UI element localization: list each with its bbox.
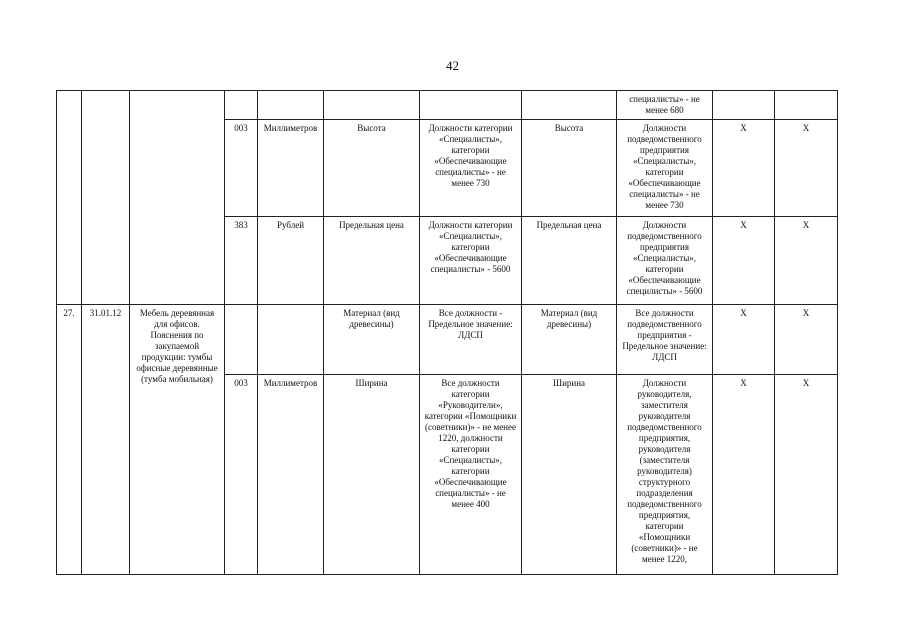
cell-characteristic: Материал (вид древесины) — [324, 305, 420, 375]
page-number: 42 — [446, 58, 459, 73]
cell-okpd — [82, 91, 130, 305]
cell-code — [225, 91, 258, 120]
table-row — [57, 91, 838, 120]
cell-characteristic — [324, 91, 420, 120]
cell-x-2: X — [775, 217, 838, 305]
cell-characteristic-2: Высота — [522, 120, 617, 217]
cell-value: Должности категории «Специалисты», категории «Обеспечивающие специалисты» - не менее 730 — [420, 120, 522, 217]
cell-characteristic: Предельная цена — [324, 217, 420, 305]
cell-unit — [258, 91, 324, 120]
cell-value-2: Должности руководителя, заместителя руководителя подведомственного предприятия, руководителя (заместителя руководителя) структурного подразделения подведомственного предприятия, категории «Помощники (советники)» - не менее 1220, — [617, 375, 713, 575]
cell-x-1: X — [713, 375, 775, 575]
cell-value-2: Все должности подведомственного предприятия - Предельное значение: ЛДСП — [617, 305, 713, 375]
cell-code: 003 — [225, 375, 258, 575]
cell-unit — [258, 305, 324, 375]
cell-characteristic-2: Предельная цена — [522, 217, 617, 305]
cell-x-1 — [713, 91, 775, 120]
cell-okpd: 31.01.12 — [82, 305, 130, 575]
cell-value-2: специалисты» - не менее 680 — [617, 91, 713, 120]
cell-characteristic-2: Ширина — [522, 375, 617, 575]
cell-characteristic-2: Материал (вид древесины) — [522, 305, 617, 375]
cell-unit: Миллиметров — [258, 375, 324, 575]
cell-name — [130, 91, 225, 305]
cell-code: 003 — [225, 120, 258, 217]
product-spec-table — [56, 90, 838, 575]
cell-value-2: Должности подведомственного предприятия «Специалисты», категории «Обеспечивающие специлисты» - 5600 — [617, 217, 713, 305]
cell-characteristic-2 — [522, 91, 617, 120]
cell-x-2: X — [775, 120, 838, 217]
cell-code — [225, 305, 258, 375]
cell-x-2 — [775, 91, 838, 120]
cell-num — [57, 91, 82, 305]
cell-value: Все должности - Предельное значение: ЛДСП — [420, 305, 522, 375]
cell-characteristic: Высота — [324, 120, 420, 217]
cell-value: Должности категории «Специалисты», категории «Обеспечивающие специалисты» - 5600 — [420, 217, 522, 305]
cell-x-2: X — [775, 305, 838, 375]
cell-x-2: X — [775, 375, 838, 575]
cell-code: 383 — [225, 217, 258, 305]
cell-x-1: X — [713, 305, 775, 375]
cell-value-2: Должности подведомственного предприятия «Специалисты», категории «Обеспечивающие специалисты» - не менее 730 — [617, 120, 713, 217]
cell-num: 27. — [57, 305, 82, 575]
cell-x-1: X — [713, 217, 775, 305]
cell-unit: Миллиметров — [258, 120, 324, 217]
cell-value: Все должности категории «Руководители», категории «Помощники (советники)» - не менее 1220, должности категории «Специалисты», категории «Обеспечивающие специалисты» - не менее 400 — [420, 375, 522, 575]
table-row — [57, 305, 838, 375]
cell-characteristic: Ширина — [324, 375, 420, 575]
cell-unit: Рублей — [258, 217, 324, 305]
cell-name: Мебель деревянная для офисов. Пояснения по закупаемой продукции: тумбы офисные деревянные (тумба мобильная) — [130, 305, 225, 575]
cell-x-1: X — [713, 120, 775, 217]
cell-value — [420, 91, 522, 120]
